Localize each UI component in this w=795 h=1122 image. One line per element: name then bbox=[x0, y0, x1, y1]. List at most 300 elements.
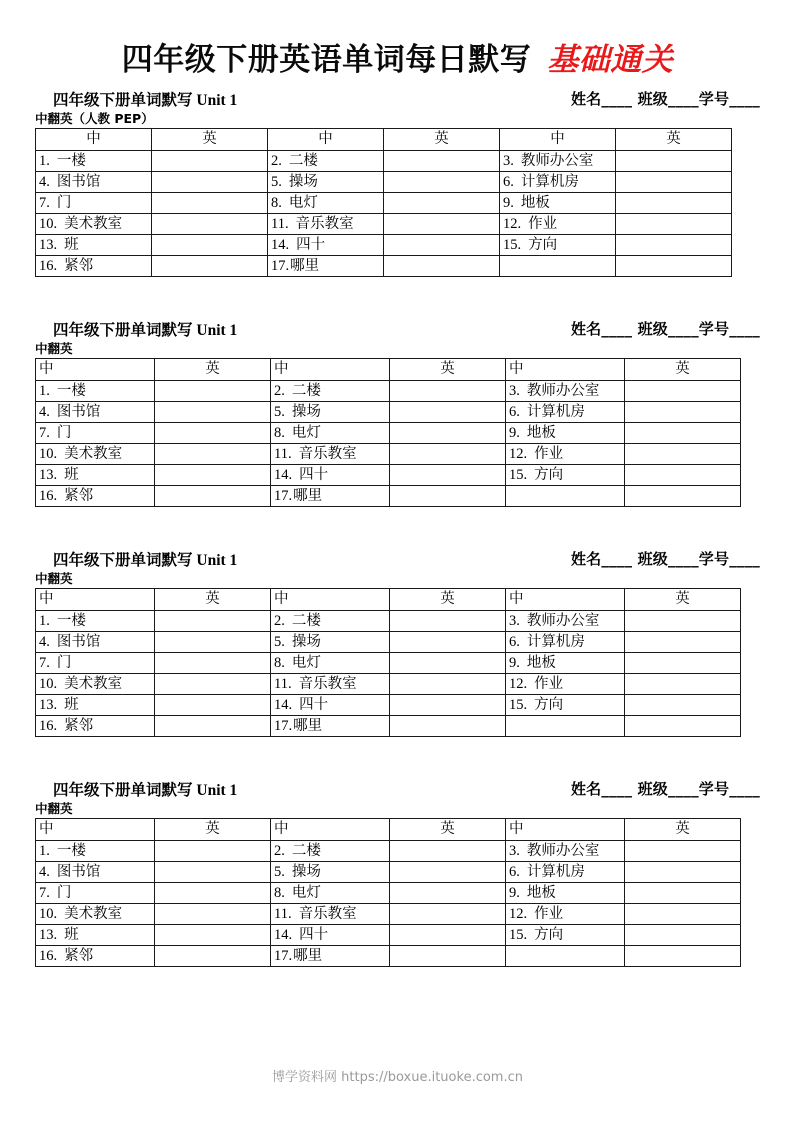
vocab-number: 15. bbox=[509, 696, 528, 713]
english-answer-blank[interactable] bbox=[155, 695, 271, 716]
english-answer-blank[interactable] bbox=[390, 946, 506, 967]
table-row bbox=[36, 695, 741, 716]
vocab-term-cell bbox=[500, 193, 616, 214]
column-header-english: 英 bbox=[155, 359, 271, 381]
vocab-term-cell bbox=[271, 946, 390, 967]
english-answer-blank[interactable] bbox=[616, 214, 732, 235]
english-answer-blank[interactable] bbox=[625, 486, 741, 507]
vocab-chinese-term: 一楼 bbox=[56, 842, 86, 859]
table-row bbox=[36, 423, 741, 444]
vocab-term-cell bbox=[506, 632, 625, 653]
vocab-term-cell bbox=[506, 381, 625, 402]
vocab-chinese-term: 紧邻 bbox=[64, 257, 94, 274]
english-answer-blank[interactable] bbox=[152, 172, 268, 193]
page-title-accent: 基础通关 bbox=[547, 42, 674, 78]
vocab-term-cell bbox=[271, 465, 390, 486]
vocab-number: 9. bbox=[503, 194, 514, 211]
vocab-number: 12. bbox=[509, 675, 528, 692]
vocab-term-cell bbox=[500, 151, 616, 172]
column-header-english: 英 bbox=[390, 589, 506, 611]
vocab-chinese-term: 美术教室 bbox=[64, 445, 123, 462]
column-header-english: 英 bbox=[616, 129, 732, 151]
english-answer-blank[interactable] bbox=[625, 465, 741, 486]
english-answer-blank[interactable] bbox=[625, 904, 741, 925]
vocab-term-cell bbox=[36, 841, 155, 862]
vocab-term-cell bbox=[506, 946, 625, 967]
column-header-english: 英 bbox=[625, 819, 741, 841]
vocab-term-cell bbox=[271, 381, 390, 402]
table-row bbox=[36, 632, 741, 653]
column-header-english: 英 bbox=[390, 819, 506, 841]
english-answer-blank[interactable] bbox=[390, 423, 506, 444]
table-row bbox=[36, 193, 732, 214]
english-answer-blank[interactable] bbox=[625, 444, 741, 465]
vocab-chinese-term: 图书馆 bbox=[56, 173, 101, 190]
vocab-term-cell bbox=[506, 716, 625, 737]
vocab-chinese-term: 二楼 bbox=[288, 152, 318, 169]
section-header bbox=[35, 778, 760, 800]
table-row bbox=[36, 402, 741, 423]
table-row bbox=[36, 611, 741, 632]
vocab-term-cell bbox=[506, 674, 625, 695]
vocab-term-cell bbox=[271, 653, 390, 674]
english-answer-blank[interactable] bbox=[155, 611, 271, 632]
vocabulary-table bbox=[35, 588, 741, 737]
english-answer-blank[interactable] bbox=[390, 381, 506, 402]
vocab-number: 12. bbox=[509, 905, 528, 922]
vocab-term-cell bbox=[36, 423, 155, 444]
student-info-line: 姓名____ 班级____学号____ bbox=[570, 780, 760, 798]
section-subtitle: 中翻英 bbox=[35, 801, 73, 816]
vocab-term-cell bbox=[271, 402, 390, 423]
vocab-number: 3. bbox=[509, 612, 520, 629]
student-info-line: 姓名____ 班级____学号____ bbox=[570, 550, 760, 568]
table-row bbox=[36, 674, 741, 695]
english-answer-blank[interactable] bbox=[616, 151, 732, 172]
english-answer-blank[interactable] bbox=[152, 235, 268, 256]
english-answer-blank[interactable] bbox=[625, 653, 741, 674]
english-answer-blank[interactable] bbox=[625, 695, 741, 716]
english-answer-blank[interactable] bbox=[625, 716, 741, 737]
vocab-term-cell bbox=[36, 716, 155, 737]
english-answer-blank[interactable] bbox=[390, 674, 506, 695]
section-header bbox=[35, 88, 760, 110]
table-row bbox=[36, 465, 741, 486]
english-answer-blank[interactable] bbox=[616, 172, 732, 193]
vocab-term-cell bbox=[268, 235, 384, 256]
english-answer-blank[interactable] bbox=[155, 486, 271, 507]
vocab-number: 17. bbox=[274, 717, 293, 734]
vocab-term-cell bbox=[506, 925, 625, 946]
vocab-number: 9. bbox=[509, 884, 520, 901]
vocab-number: 11. bbox=[274, 675, 292, 692]
vocab-number: 11. bbox=[274, 905, 292, 922]
vocab-term-cell bbox=[36, 904, 155, 925]
vocab-number: 4. bbox=[39, 863, 50, 880]
vocab-term-cell bbox=[271, 862, 390, 883]
column-header-chinese: 中 bbox=[268, 129, 384, 151]
vocab-number: 14. bbox=[274, 696, 293, 713]
english-answer-blank[interactable] bbox=[155, 444, 271, 465]
table-header-row bbox=[36, 129, 732, 151]
vocab-term-cell bbox=[271, 904, 390, 925]
vocab-term-cell bbox=[271, 632, 390, 653]
english-answer-blank[interactable] bbox=[625, 883, 741, 904]
vocab-number: 7. bbox=[39, 884, 50, 901]
english-answer-blank[interactable] bbox=[390, 841, 506, 862]
vocab-number: 1. bbox=[39, 152, 50, 169]
vocab-term-cell bbox=[36, 214, 152, 235]
vocab-number: 12. bbox=[503, 215, 522, 232]
column-header-english: 英 bbox=[384, 129, 500, 151]
vocab-chinese-term: 地板 bbox=[526, 654, 556, 671]
vocab-number: 15. bbox=[503, 236, 522, 253]
vocab-term-cell bbox=[268, 193, 384, 214]
vocab-term-cell bbox=[36, 444, 155, 465]
column-header-english: 英 bbox=[155, 589, 271, 611]
vocab-chinese-term: 操场 bbox=[291, 403, 321, 420]
vocab-chinese-term: 电灯 bbox=[288, 194, 318, 211]
worksheet-section bbox=[35, 88, 760, 277]
vocab-number: 13. bbox=[39, 236, 58, 253]
english-answer-blank[interactable] bbox=[155, 465, 271, 486]
vocab-chinese-term: 计算机房 bbox=[526, 633, 585, 650]
vocab-chinese-term: 哪里 bbox=[290, 257, 320, 274]
vocab-term-cell bbox=[36, 925, 155, 946]
table-row bbox=[36, 256, 732, 277]
vocab-term-cell bbox=[268, 256, 384, 277]
vocab-number: 3. bbox=[503, 152, 514, 169]
vocab-chinese-term: 美术教室 bbox=[64, 215, 123, 232]
vocab-term-cell bbox=[36, 862, 155, 883]
vocab-chinese-term: 紧邻 bbox=[64, 947, 94, 964]
vocab-chinese-term: 教师办公室 bbox=[526, 842, 600, 859]
vocab-chinese-term: 作业 bbox=[534, 445, 564, 462]
english-answer-blank[interactable] bbox=[390, 862, 506, 883]
vocab-term-cell bbox=[36, 381, 155, 402]
vocab-term-cell bbox=[271, 925, 390, 946]
english-answer-blank[interactable] bbox=[616, 256, 732, 277]
english-answer-blank[interactable] bbox=[155, 653, 271, 674]
english-answer-blank[interactable] bbox=[625, 862, 741, 883]
table-header-row bbox=[36, 819, 741, 841]
english-answer-blank[interactable] bbox=[155, 904, 271, 925]
english-answer-blank[interactable] bbox=[390, 486, 506, 507]
footer-watermark: 博学资料网 https://boxue.ituoke.com.cn bbox=[272, 1070, 523, 1085]
vocab-number: 5. bbox=[274, 863, 285, 880]
vocab-term-cell bbox=[506, 695, 625, 716]
english-answer-blank[interactable] bbox=[152, 151, 268, 172]
english-answer-blank[interactable] bbox=[390, 653, 506, 674]
vocab-term-cell bbox=[36, 172, 152, 193]
english-answer-blank[interactable] bbox=[625, 423, 741, 444]
english-answer-blank[interactable] bbox=[384, 235, 500, 256]
vocab-term-cell bbox=[36, 674, 155, 695]
section-header bbox=[35, 548, 760, 570]
english-answer-blank[interactable] bbox=[390, 632, 506, 653]
english-answer-blank[interactable] bbox=[616, 193, 732, 214]
vocab-chinese-term: 音乐教室 bbox=[298, 905, 357, 922]
vocab-chinese-term: 地板 bbox=[526, 884, 556, 901]
vocab-term-cell bbox=[36, 632, 155, 653]
table-header-row bbox=[36, 589, 741, 611]
english-answer-blank[interactable] bbox=[152, 214, 268, 235]
table-row bbox=[36, 214, 732, 235]
vocab-chinese-term: 班 bbox=[64, 926, 79, 943]
vocab-number: 6. bbox=[503, 173, 514, 190]
english-answer-blank[interactable] bbox=[625, 925, 741, 946]
vocab-chinese-term: 方向 bbox=[528, 236, 558, 253]
vocab-chinese-term: 门 bbox=[56, 424, 72, 441]
table-row bbox=[36, 486, 741, 507]
english-answer-blank[interactable] bbox=[155, 841, 271, 862]
vocab-number: 13. bbox=[39, 466, 58, 483]
table-row bbox=[36, 862, 741, 883]
student-info-line: 姓名____ 班级____学号____ bbox=[570, 90, 760, 108]
vocab-chinese-term: 作业 bbox=[534, 675, 564, 692]
vocab-term-cell bbox=[500, 235, 616, 256]
english-answer-blank[interactable] bbox=[384, 256, 500, 277]
section-header bbox=[35, 318, 760, 340]
table-row bbox=[36, 235, 732, 256]
english-answer-blank[interactable] bbox=[390, 883, 506, 904]
page-title bbox=[0, 34, 795, 79]
column-header-chinese: 中 bbox=[500, 129, 616, 151]
vocab-term-cell bbox=[268, 172, 384, 193]
vocab-term-cell bbox=[500, 214, 616, 235]
english-answer-blank[interactable] bbox=[625, 632, 741, 653]
vocab-number: 4. bbox=[39, 173, 50, 190]
vocab-chinese-term: 音乐教室 bbox=[298, 675, 357, 692]
english-answer-blank[interactable] bbox=[384, 193, 500, 214]
vocab-chinese-term: 电灯 bbox=[291, 654, 321, 671]
english-answer-blank[interactable] bbox=[625, 674, 741, 695]
english-answer-blank[interactable] bbox=[152, 256, 268, 277]
english-answer-blank[interactable] bbox=[390, 611, 506, 632]
vocab-number: 13. bbox=[39, 696, 58, 713]
vocab-chinese-term: 方向 bbox=[534, 696, 564, 713]
worksheet-section bbox=[35, 778, 760, 967]
vocab-number: 17. bbox=[274, 487, 293, 504]
english-answer-blank[interactable] bbox=[384, 151, 500, 172]
vocab-chinese-term: 美术教室 bbox=[64, 675, 123, 692]
english-answer-blank[interactable] bbox=[155, 925, 271, 946]
vocab-chinese-term: 二楼 bbox=[291, 612, 321, 629]
vocab-chinese-term: 图书馆 bbox=[56, 863, 101, 880]
vocab-chinese-term: 一楼 bbox=[56, 612, 86, 629]
vocab-term-cell bbox=[36, 883, 155, 904]
english-answer-blank[interactable] bbox=[390, 716, 506, 737]
vocab-number: 4. bbox=[39, 403, 50, 420]
vocab-number: 8. bbox=[274, 654, 285, 671]
vocab-term-cell bbox=[271, 695, 390, 716]
vocab-number: 12. bbox=[509, 445, 528, 462]
vocab-term-cell bbox=[36, 653, 155, 674]
table-row bbox=[36, 653, 741, 674]
vocab-number: 5. bbox=[274, 403, 285, 420]
vocab-chinese-term: 哪里 bbox=[293, 947, 323, 964]
english-answer-blank[interactable] bbox=[155, 423, 271, 444]
vocab-chinese-term: 班 bbox=[64, 466, 79, 483]
english-answer-blank[interactable] bbox=[625, 402, 741, 423]
vocab-number: 4. bbox=[39, 633, 50, 650]
table-row bbox=[36, 883, 741, 904]
vocab-chinese-term: 紧邻 bbox=[64, 487, 94, 504]
vocab-chinese-term: 计算机房 bbox=[526, 863, 585, 880]
vocab-number: 9. bbox=[509, 424, 520, 441]
table-row bbox=[36, 925, 741, 946]
english-answer-blank[interactable] bbox=[155, 381, 271, 402]
table-row bbox=[36, 841, 741, 862]
table-row bbox=[36, 904, 741, 925]
english-answer-blank[interactable] bbox=[152, 193, 268, 214]
vocab-term-cell bbox=[36, 193, 152, 214]
vocab-number: 9. bbox=[509, 654, 520, 671]
vocab-number: 3. bbox=[509, 842, 520, 859]
vocab-term-cell bbox=[271, 486, 390, 507]
vocab-term-cell bbox=[506, 465, 625, 486]
english-answer-blank[interactable] bbox=[155, 632, 271, 653]
vocab-chinese-term: 一楼 bbox=[56, 382, 86, 399]
table-row bbox=[36, 381, 741, 402]
vocabulary-table bbox=[35, 128, 732, 277]
column-header-english: 英 bbox=[390, 359, 506, 381]
vocab-term-cell bbox=[36, 151, 152, 172]
vocab-term-cell bbox=[506, 486, 625, 507]
vocab-number: 17. bbox=[274, 947, 293, 964]
vocab-chinese-term: 四十 bbox=[299, 696, 329, 713]
vocab-number: 1. bbox=[39, 612, 50, 629]
english-answer-blank[interactable] bbox=[625, 841, 741, 862]
section-subtitle: 中翻英 bbox=[35, 341, 73, 356]
english-answer-blank[interactable] bbox=[384, 172, 500, 193]
vocab-number: 2. bbox=[271, 152, 282, 169]
vocab-chinese-term: 教师办公室 bbox=[526, 612, 600, 629]
vocab-chinese-term: 四十 bbox=[296, 236, 326, 253]
vocab-term-cell bbox=[271, 674, 390, 695]
english-answer-blank[interactable] bbox=[155, 716, 271, 737]
english-answer-blank[interactable] bbox=[155, 674, 271, 695]
english-answer-blank[interactable] bbox=[155, 862, 271, 883]
vocab-number: 7. bbox=[39, 194, 50, 211]
vocab-chinese-term: 图书馆 bbox=[56, 633, 101, 650]
vocab-number: 1. bbox=[39, 842, 50, 859]
table-row bbox=[36, 444, 741, 465]
vocab-chinese-term: 教师办公室 bbox=[526, 382, 600, 399]
english-answer-blank[interactable] bbox=[625, 611, 741, 632]
column-header-chinese: 中 bbox=[271, 359, 390, 381]
vocab-term-cell bbox=[506, 653, 625, 674]
vocab-chinese-term: 音乐教室 bbox=[298, 445, 357, 462]
vocab-number: 10. bbox=[39, 675, 58, 692]
vocab-number: 15. bbox=[509, 926, 528, 943]
english-answer-blank[interactable] bbox=[390, 925, 506, 946]
vocab-term-cell bbox=[36, 235, 152, 256]
english-answer-blank[interactable] bbox=[155, 402, 271, 423]
english-answer-blank[interactable] bbox=[390, 465, 506, 486]
vocab-chinese-term: 美术教室 bbox=[64, 905, 123, 922]
vocab-term-cell bbox=[36, 611, 155, 632]
vocab-term-cell bbox=[36, 486, 155, 507]
vocab-number: 8. bbox=[274, 424, 285, 441]
vocab-number: 13. bbox=[39, 926, 58, 943]
english-answer-blank[interactable] bbox=[390, 904, 506, 925]
vocab-chinese-term: 班 bbox=[64, 236, 79, 253]
english-answer-blank[interactable] bbox=[155, 883, 271, 904]
vocab-number: 5. bbox=[274, 633, 285, 650]
vocab-number: 10. bbox=[39, 215, 58, 232]
column-header-english: 英 bbox=[155, 819, 271, 841]
english-answer-blank[interactable] bbox=[390, 402, 506, 423]
vocabulary-table bbox=[35, 358, 741, 507]
english-answer-blank[interactable] bbox=[390, 444, 506, 465]
vocab-number: 3. bbox=[509, 382, 520, 399]
vocab-chinese-term: 四十 bbox=[299, 926, 329, 943]
english-answer-blank[interactable] bbox=[390, 695, 506, 716]
vocab-term-cell bbox=[506, 862, 625, 883]
vocab-term-cell bbox=[506, 904, 625, 925]
vocab-term-cell bbox=[36, 946, 155, 967]
vocab-term-cell bbox=[500, 172, 616, 193]
vocab-number: 2. bbox=[274, 382, 285, 399]
vocab-number: 1. bbox=[39, 382, 50, 399]
english-answer-blank[interactable] bbox=[384, 214, 500, 235]
vocab-term-cell bbox=[506, 423, 625, 444]
table-row bbox=[36, 172, 732, 193]
vocab-chinese-term: 紧邻 bbox=[64, 717, 94, 734]
table-row bbox=[36, 716, 741, 737]
vocab-chinese-term: 方向 bbox=[534, 926, 564, 943]
vocab-term-cell bbox=[36, 695, 155, 716]
vocab-number: 5. bbox=[271, 173, 282, 190]
vocab-number: 16. bbox=[39, 487, 58, 504]
table-row bbox=[36, 946, 741, 967]
column-header-english: 英 bbox=[625, 589, 741, 611]
vocab-chinese-term: 计算机房 bbox=[520, 173, 579, 190]
vocab-term-cell bbox=[36, 402, 155, 423]
vocab-term-cell bbox=[500, 256, 616, 277]
section-title: 四年级下册单词默写 Unit 1 bbox=[53, 782, 238, 799]
vocab-chinese-term: 地板 bbox=[526, 424, 556, 441]
page-title-main: 四年级下册英语单词每日默写 bbox=[121, 42, 532, 78]
column-header-chinese: 中 bbox=[506, 589, 625, 611]
vocab-number: 10. bbox=[39, 905, 58, 922]
vocab-number: 6. bbox=[509, 863, 520, 880]
worksheet-section bbox=[35, 548, 760, 737]
vocab-term-cell bbox=[36, 256, 152, 277]
vocab-chinese-term: 门 bbox=[56, 654, 72, 671]
english-answer-blank[interactable] bbox=[616, 235, 732, 256]
worksheet-section bbox=[35, 318, 760, 507]
vocab-number: 14. bbox=[274, 466, 293, 483]
english-answer-blank[interactable] bbox=[625, 381, 741, 402]
english-answer-blank[interactable] bbox=[625, 946, 741, 967]
vocab-term-cell bbox=[268, 214, 384, 235]
vocab-chinese-term: 二楼 bbox=[291, 382, 321, 399]
vocab-number: 11. bbox=[271, 215, 289, 232]
vocab-chinese-term: 四十 bbox=[299, 466, 329, 483]
vocab-chinese-term: 方向 bbox=[534, 466, 564, 483]
english-answer-blank[interactable] bbox=[155, 946, 271, 967]
vocab-number: 8. bbox=[271, 194, 282, 211]
vocab-term-cell bbox=[268, 151, 384, 172]
vocab-number: 11. bbox=[274, 445, 292, 462]
table-header-row bbox=[36, 359, 741, 381]
vocab-chinese-term: 地板 bbox=[520, 194, 550, 211]
vocab-term-cell bbox=[271, 444, 390, 465]
vocab-chinese-term: 计算机房 bbox=[526, 403, 585, 420]
column-header-chinese: 中 bbox=[506, 819, 625, 841]
